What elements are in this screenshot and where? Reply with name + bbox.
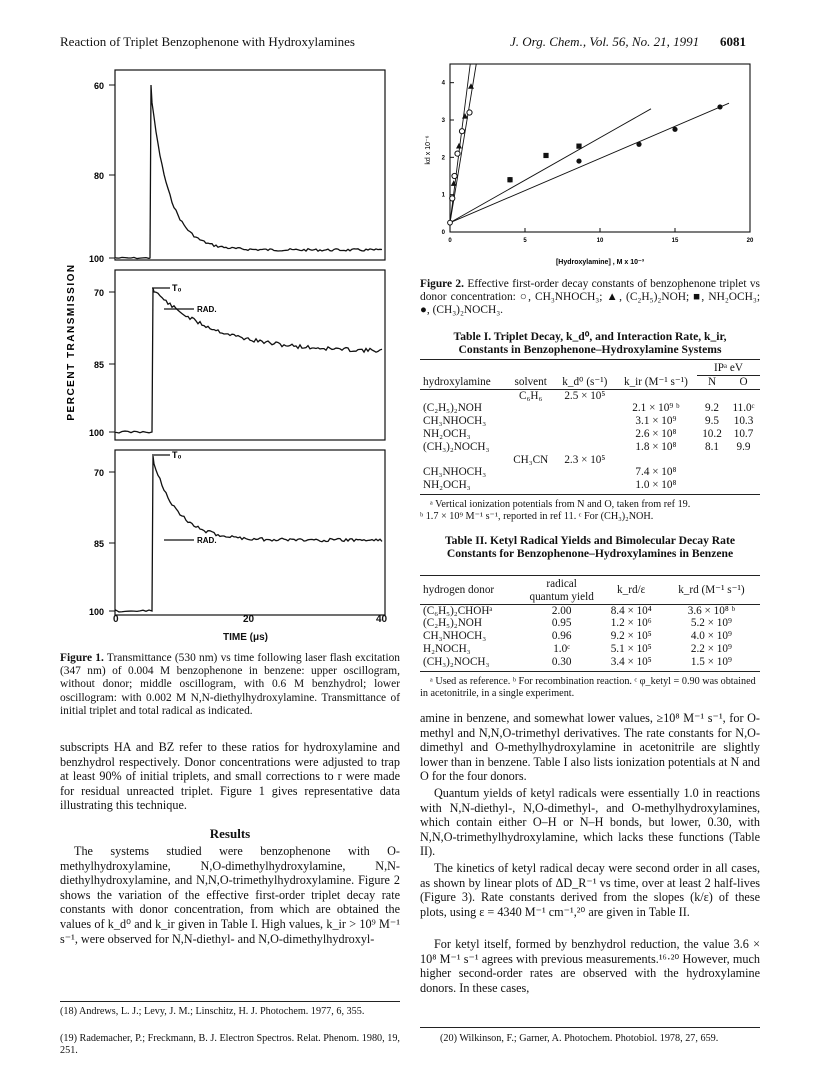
figure-1-oscillograms — [60, 62, 400, 617]
p1-tick-80: 80 — [93, 171, 104, 181]
t1-cell — [727, 466, 760, 479]
t1-cell: 2.3 × 10⁵ — [564, 453, 606, 466]
t2-col-yield: radical quantum yield — [529, 578, 594, 603]
t1-cell — [555, 428, 615, 441]
fig2-xtick-label: 0 — [448, 238, 452, 244]
p1-tick-100: 100 — [88, 254, 104, 264]
fig2-point-open-circle — [455, 151, 460, 156]
t1-cell — [697, 454, 727, 467]
t1-cell — [615, 454, 697, 467]
right-paragraph-4: For ketyl itself, formed by benzhydrol reduction, the value 3.6 × 10⁸ M⁻¹ s⁻¹ agrees with previous measurements.¹⁶·²⁰ However, much higher second-order rates are observed with the hydroxylamine donors. In these cases, — [420, 937, 760, 995]
fig1-xtick-0: 0 — [113, 614, 119, 625]
t1-row — [420, 466, 760, 479]
right-paragraph-2: Quantum yields of ketyl radicals were essentially 1.0 in reactions with N,N-diethyl-, N,O-dimethyl-, and O-methylhydroxylamines, which contain either O–H or N–H bonds, but lower, 0.30, with N,N,O-trimethylhydroxylamine, which lacks these functions (Table II). — [420, 786, 760, 859]
t1-cell — [555, 415, 615, 428]
table-2-footnote: ᵃ Used as reference. ᵇ For recombination reaction. ᶜ φ_ketyl = 0.90 was obtained in acetonitrile, in a single experiment. — [420, 675, 756, 699]
fig1-caption-label: Figure 1. — [60, 652, 104, 664]
p2-t0-label: T₀ — [172, 283, 182, 293]
t1-cell — [697, 479, 727, 492]
t2-cell: (CH₃)₂NOCH₃ — [423, 655, 490, 668]
t1-cell — [615, 389, 697, 402]
t1-cell: 8.1 — [705, 440, 719, 453]
fig2-point-open-circle — [452, 173, 457, 178]
fig2-x-axis-label: [Hydroxylamine] , M x 10⁻³ — [555, 259, 645, 266]
trace-lower — [116, 456, 382, 612]
table-2-body — [420, 604, 760, 668]
t2-cell: 0.95 — [551, 617, 572, 630]
t1-cell — [727, 479, 760, 492]
fig2-point-triangle — [456, 143, 462, 149]
right-paragraph-1: amine in benzene, and somewhat lower values, ≥10⁸ M⁻¹ s⁻¹, for O-methyl and N,N,O-trimethyl derivatives. The rate constants for N,O-dimethyl and O-methylhydroxylamine in acetonitrile are slightly lower than in benzene. Table I also lists ionization potentials at N and O for the four donors. — [420, 711, 760, 784]
fig1-xtick-20: 20 — [243, 614, 255, 625]
fig2-point-square — [576, 144, 581, 149]
trace-upper — [116, 85, 382, 259]
fig2-caption-label: Figure 2. — [420, 278, 464, 290]
t1-cell: 9.9 — [736, 440, 751, 453]
t1-row — [420, 415, 760, 428]
t1-cell — [555, 479, 615, 492]
t1-row — [420, 428, 760, 441]
results-heading: Results — [209, 826, 251, 841]
t1-cell: CH₃CN — [513, 453, 549, 466]
left-paragraph-2: The systems studied were benzophenone with O-methylhydroxylamine, N,O-dimethylhydroxylamine, N,N-diethylhydroxylamine, and N,N,O-trimethylhydroxylamine. Figure 2 shows the variation of the effective first-order triplet decay rate constants with donor concentration, from which are obtained the values of k_d⁰ and k_ir given in Table I. High values, k_ir > 10⁹ M⁻¹ s⁻¹, were observed for N,N-diethyl- and N,O-dimethylhydroxyl- — [60, 844, 400, 946]
p3-rad-label: RAD. — [197, 536, 217, 545]
table-2-title: Table II. Ketyl Radical Yields and Bimolecular Decay Rate Constants for Benzophenone–Hydroxylamines in Benzene — [445, 534, 735, 560]
fig2-ytick-label: 0 — [441, 230, 445, 236]
right-footnote-rule — [420, 1027, 760, 1028]
t1-cell: 11.0ᶜ — [732, 402, 755, 415]
p2-tick-70: 70 — [93, 288, 104, 298]
t1-row — [420, 441, 760, 454]
t2-cell: 8.4 × 10⁴ — [610, 604, 652, 617]
fig2-ytick-label: 2 — [441, 155, 445, 162]
p3-tick-85: 85 — [93, 539, 104, 549]
fig2-xtick-label: 10 — [596, 238, 604, 244]
t1-row — [420, 389, 760, 402]
panel-1 — [89, 70, 385, 264]
fig2-y-axis-label: kd x 10⁻⁶ — [425, 135, 432, 165]
fig2-fit-lines — [450, 64, 729, 223]
figure-1-caption — [60, 652, 400, 718]
fig1-caption-text: Transmittance (530 nm) vs time following laser flash excitation (347 nm) of 0.004 M benzophenone in benzene: upper oscillogram, without donor; middle oscillogram, with 0.6 M benzhydrol; lower oscillogram: with 0.002 M N,N-diethylhydroxylamine. Transmittance of initial triplet and total radical as indicated. — [60, 652, 400, 717]
fig2-ytick-label: 3 — [441, 118, 445, 124]
fig1-x-axis — [60, 616, 400, 646]
fig2-point-square — [543, 153, 548, 158]
t1-cell — [507, 402, 555, 415]
p1-tick-60: 60 — [93, 81, 104, 91]
t1-col-hydroxylamine: hydroxylamine — [423, 375, 491, 388]
t2-col-krd: k_rd (M⁻¹ s⁻¹) — [678, 584, 745, 597]
t1-cell: 2.6 × 10⁸ — [635, 427, 677, 440]
table-1-title: Table I. Triplet Decay, k_d⁰, and Interaction Rate, k_ir, Constants in Benzophenone–Hydroxylamine Systems — [453, 330, 727, 356]
p2-tick-100: 100 — [88, 428, 104, 438]
t2-col-krd-eps: k_rd/ε — [617, 584, 646, 597]
t1-cell — [697, 466, 727, 479]
fig2-data-points — [448, 83, 723, 225]
t2-cell: 3.4 × 10⁵ — [610, 655, 652, 668]
t2-row — [420, 604, 760, 617]
t1-cell — [727, 454, 760, 467]
t2-cell: (C₆H₅)₂CHOHᵃ — [423, 604, 493, 617]
fig2-xtick-label: 5 — [523, 238, 527, 244]
t1-cell — [507, 466, 555, 479]
t1-cell: 1.8 × 10⁸ — [635, 440, 677, 453]
fig2-point-open-circle — [467, 110, 472, 115]
p2-rad-label: RAD. — [197, 305, 217, 314]
table-1-footnote-a: ᵃ Vertical ionization potentials from N and O, taken from ref 19. — [430, 498, 691, 510]
fig2-point-filled-circle — [672, 127, 677, 132]
t2-cell: 5.2 × 10⁹ — [690, 617, 732, 630]
t1-cell: C₆H₆ — [519, 389, 543, 402]
t2-cell: (C₂H₅)₂NOH — [423, 617, 482, 630]
panel-3 — [89, 450, 385, 617]
fig2-fit-line — [450, 109, 651, 223]
t1-cell: NH₂OCH₃ — [423, 479, 471, 492]
t1-cell — [555, 441, 615, 454]
t1-cell — [507, 479, 555, 492]
p3-tick-100: 100 — [88, 607, 104, 617]
t1-row — [420, 402, 760, 415]
p2-tick-85: 85 — [93, 360, 104, 370]
t1-cell: 10.7 — [733, 427, 754, 440]
t2-row — [420, 656, 760, 669]
t2-cell: 1.0ᶜ — [553, 642, 571, 655]
fig2-ytick-label: 4 — [441, 80, 445, 87]
t1-cell — [507, 415, 555, 428]
page-number: 6081 — [720, 34, 746, 49]
fig2-point-filled-circle — [636, 142, 641, 147]
fig1-xtick-40: 40 — [376, 614, 388, 625]
reference-19: (19) Rademacher, P.; Freckmann, B. J. Electron Spectros. Relat. Phenom. 1980, 19, 251. — [60, 1033, 400, 1056]
t1-col-kir: k_ir (M⁻¹ s⁻¹) — [623, 375, 688, 388]
t1-cell — [555, 466, 615, 479]
t1-cell: (CH₃)₂NOCH₃ — [423, 440, 490, 453]
t2-cell: 9.2 × 10⁵ — [610, 630, 652, 643]
table-1-footnote-bc: ᵇ 1.7 × 10⁹ M⁻¹ s⁻¹, reported in ref 11. ᶜ For (CH₃)₂NOH. — [420, 510, 654, 522]
panel-2 — [89, 270, 385, 440]
t2-row — [420, 630, 760, 643]
fig2-point-filled-circle — [576, 158, 581, 163]
fig2-point-filled-circle — [717, 104, 722, 109]
t1-cell: (C₂H₅)₂NOH — [423, 402, 482, 415]
t2-cell: 2.00 — [551, 604, 572, 617]
fig2-ytick-label: 1 — [441, 192, 445, 199]
t2-cell: CH₃NHOCH₃ — [423, 630, 487, 643]
t1-cell: 9.2 — [705, 402, 719, 415]
p3-tick-70: 70 — [93, 468, 104, 478]
fig2-point-open-circle — [450, 196, 455, 201]
t1-cell: 10.2 — [702, 427, 722, 440]
t1-cell: CH₃NHOCH₃ — [423, 415, 487, 428]
t1-cell: 10.3 — [733, 415, 754, 428]
t1-cell — [507, 428, 555, 441]
t2-cell: 0.30 — [551, 655, 572, 668]
t2-col-donor: hydrogen donor — [423, 584, 495, 597]
fig1-y-axis-label: PERCENT TRANSMISSION — [66, 263, 77, 421]
left-footnote-rule — [60, 1001, 400, 1002]
fig2-axes — [442, 81, 754, 244]
t2-cell: 3.6 × 10⁸ ᵇ — [687, 604, 735, 617]
t1-cell: 7.4 × 10⁸ — [635, 466, 677, 479]
running-header-journal: J. Org. Chem., Vol. 56, No. 21, 1991 — [510, 34, 700, 49]
t1-cell: 2.5 × 10⁵ — [564, 389, 606, 402]
t2-cell: 1.2 × 10⁶ — [610, 617, 652, 630]
fig2-point-open-circle — [459, 129, 464, 134]
fig2-point-origin — [448, 220, 453, 225]
t1-cell — [555, 402, 615, 415]
t1-cell — [420, 389, 507, 402]
t1-cell — [727, 389, 760, 402]
t1-row — [420, 454, 760, 467]
fig2-fit-line — [450, 103, 729, 222]
t1-cell: CH₃NHOCH₃ — [423, 466, 487, 479]
figure-2-caption — [420, 278, 760, 318]
t1-col-n: N — [707, 375, 717, 388]
figure-2-plot — [420, 62, 765, 272]
fig2-point-triangle — [451, 180, 457, 186]
t1-col-o: O — [739, 375, 748, 388]
reference-20: (20) Wilkinson, F.; Garner, A. Photochem. Photobiol. 1978, 27, 659. — [440, 1033, 719, 1044]
t1-cell: 3.1 × 10⁹ — [635, 415, 677, 428]
t1-col-solvent: solvent — [514, 375, 547, 388]
right-paragraph-3: The kinetics of ketyl radical decay were second order in all cases, as shown by linear plots of ΔD_R⁻¹ vs time, over at least 2 half-lives (Figure 3). Rate constants derived from the slopes (k/ε) of these plots, using ε = 4340 M⁻¹ cm⁻¹,²⁰ are given in Table II. — [420, 861, 760, 919]
t2-cell: H₂NOCH₃ — [423, 642, 471, 655]
table-1-body — [420, 389, 760, 492]
fig2-point-filled-circle — [507, 177, 512, 182]
t2-row — [420, 643, 760, 656]
t1-col-kd0: k_d⁰ (s⁻¹) — [562, 375, 608, 388]
p3-t0-label: T₀ — [172, 450, 182, 460]
t1-cell — [507, 441, 555, 454]
table-1 — [420, 359, 760, 523]
t1-cell: 9.5 — [705, 415, 719, 428]
left-paragraph-1: subscripts HA and BZ refer to these ratios for hydroxylamine and benzhydrol respectively. Donor concentrations were adjusted to trap at least 90% of initial triplets, and small corrections to r were made for residual unreacted triplet. Figure 1 gives representative data illustrating this technique. — [60, 740, 400, 813]
table-2 — [420, 575, 760, 700]
t1-cell: NH₂OCH₃ — [423, 427, 471, 440]
fig2-xtick-label: 20 — [746, 238, 754, 244]
trace-middle — [116, 288, 382, 433]
fig2-caption-text: Effective first-order decay constants of benzophenone triplet vs donor concentration: ○, CH₃NHOCH₃; ▲, (C₂H₅)₂NOH; ■, NH₂OCH₃; ●, (CH₃)₂NOCH₃. — [420, 278, 760, 317]
t2-cell: 0.96 — [551, 630, 572, 643]
t1-cell: 1.0 × 10⁸ — [635, 479, 677, 492]
t1-row — [420, 479, 760, 492]
t1-cell: 2.1 × 10⁹ ᵇ — [632, 402, 680, 415]
t2-row — [420, 617, 760, 630]
running-header-title: Reaction of Triplet Benzophenone with Hydroxylamines — [60, 34, 355, 49]
t2-cell: 5.1 × 10⁵ — [610, 642, 652, 655]
t1-cell — [420, 454, 507, 467]
t1-cell — [697, 389, 727, 402]
fig2-xtick-label: 15 — [671, 238, 679, 244]
table-1-ip-header: IPᵃ eV — [697, 362, 760, 375]
fig1-x-axis-label: TIME (μs) — [223, 632, 269, 643]
t2-cell: 2.2 × 10⁹ — [690, 642, 732, 655]
t2-cell: 4.0 × 10⁹ — [690, 630, 732, 643]
reference-18: (18) Andrews, L. J.; Levy, J. M.; Linschitz, H. J. Photochem. 1977, 6, 355. — [60, 1006, 365, 1017]
t2-cell: 1.5 × 10⁹ — [690, 655, 732, 668]
